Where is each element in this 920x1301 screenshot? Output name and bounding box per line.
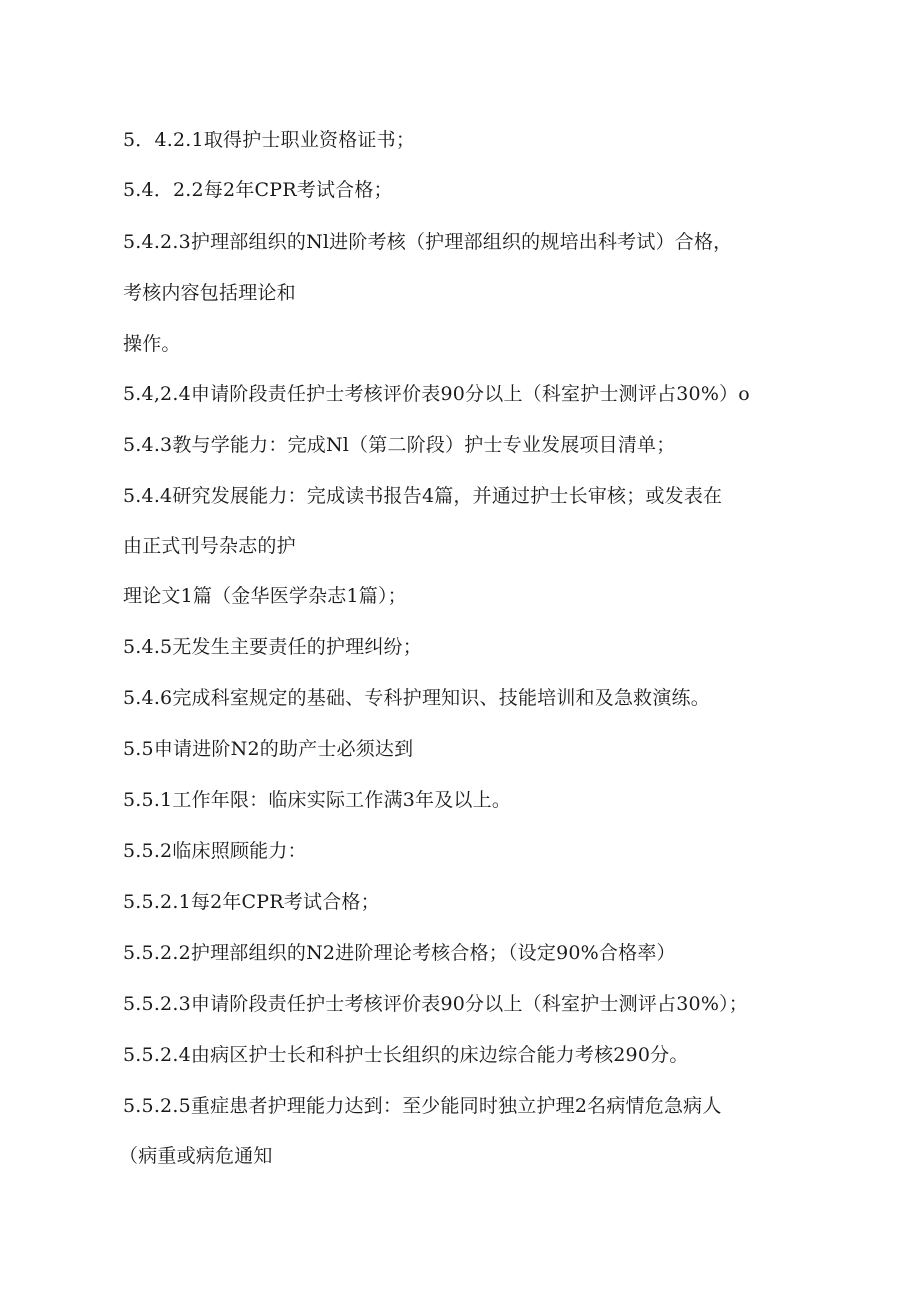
- text-line-5-4-4-cont1: 由正式刊号杂志的护: [123, 535, 296, 557]
- text-line-5-4-4: 5.4.4研究发展能力：完成读书报告4篇，并通过护士长审核；或发表在: [123, 485, 723, 507]
- text-line-5-4-6: 5.4.6完成科室规定的基础、专科护理知识、技能培训和及急救演练。: [123, 687, 710, 709]
- text-line-5-4-2-3: 5.4.2.3护理部组织的Nl进阶考核（护理部组织的规培出科考试）合格，: [123, 231, 733, 253]
- text-line-5-4-2-4: 5.4,2.4申请阶段责任护士考核评价表90分以上（科室护士测评占30%）o: [123, 383, 750, 405]
- text-line-5-4-3: 5.4.3教与学能力：完成Nl（第二阶段）护士专业发展项目清单；: [123, 434, 676, 456]
- text-line-5-5-2-1: 5.5.2.1每2年CPR考试合格；: [123, 891, 380, 913]
- text-line-5-5-2: 5.5.2临床照顾能力：: [123, 840, 307, 862]
- text-line-5-5: 5.5申请进阶N2的助产士必须达到: [123, 738, 414, 760]
- text-line-5-4-2-3-cont2: 操作。: [123, 333, 181, 355]
- text-line-5-4-2-1: 5．4.2.1取得护士职业资格证书；: [123, 129, 416, 151]
- text-line-5-4-4-cont2: 理论文1篇（金华医学杂志1篇）；: [123, 585, 407, 607]
- text-line-5-5-2-5: 5.5.2.5重症患者护理能力达到：至少能同时独立护理2名病情危急病人: [123, 1095, 722, 1117]
- text-line-5-4-5: 5.4.5无发生主要责任的护理纠纷；: [123, 636, 422, 658]
- text-line-5-4-2-2: 5.4．2.2每2年CPR考试合格；: [123, 179, 393, 201]
- text-line-5-5-2-3: 5.5.2.3申请阶段责任护士考核评价表90分以上（科室护士测评占30%）；: [123, 993, 748, 1015]
- text-line-5-4-2-3-cont1: 考核内容包括理论和: [123, 282, 296, 304]
- text-line-5-5-1: 5.5.1工作年限：临床实际工作满3年及以上。: [123, 789, 512, 811]
- text-line-5-5-2-2: 5.5.2.2护理部组织的N2进阶理论考核合格；（设定90%合格率）: [123, 942, 676, 964]
- text-line-5-5-2-5-cont1: （病重或病危通知: [119, 1145, 273, 1167]
- text-line-5-5-2-4: 5.5.2.4由病区护士长和科护士长组织的床边综合能力考核290分。: [123, 1044, 689, 1066]
